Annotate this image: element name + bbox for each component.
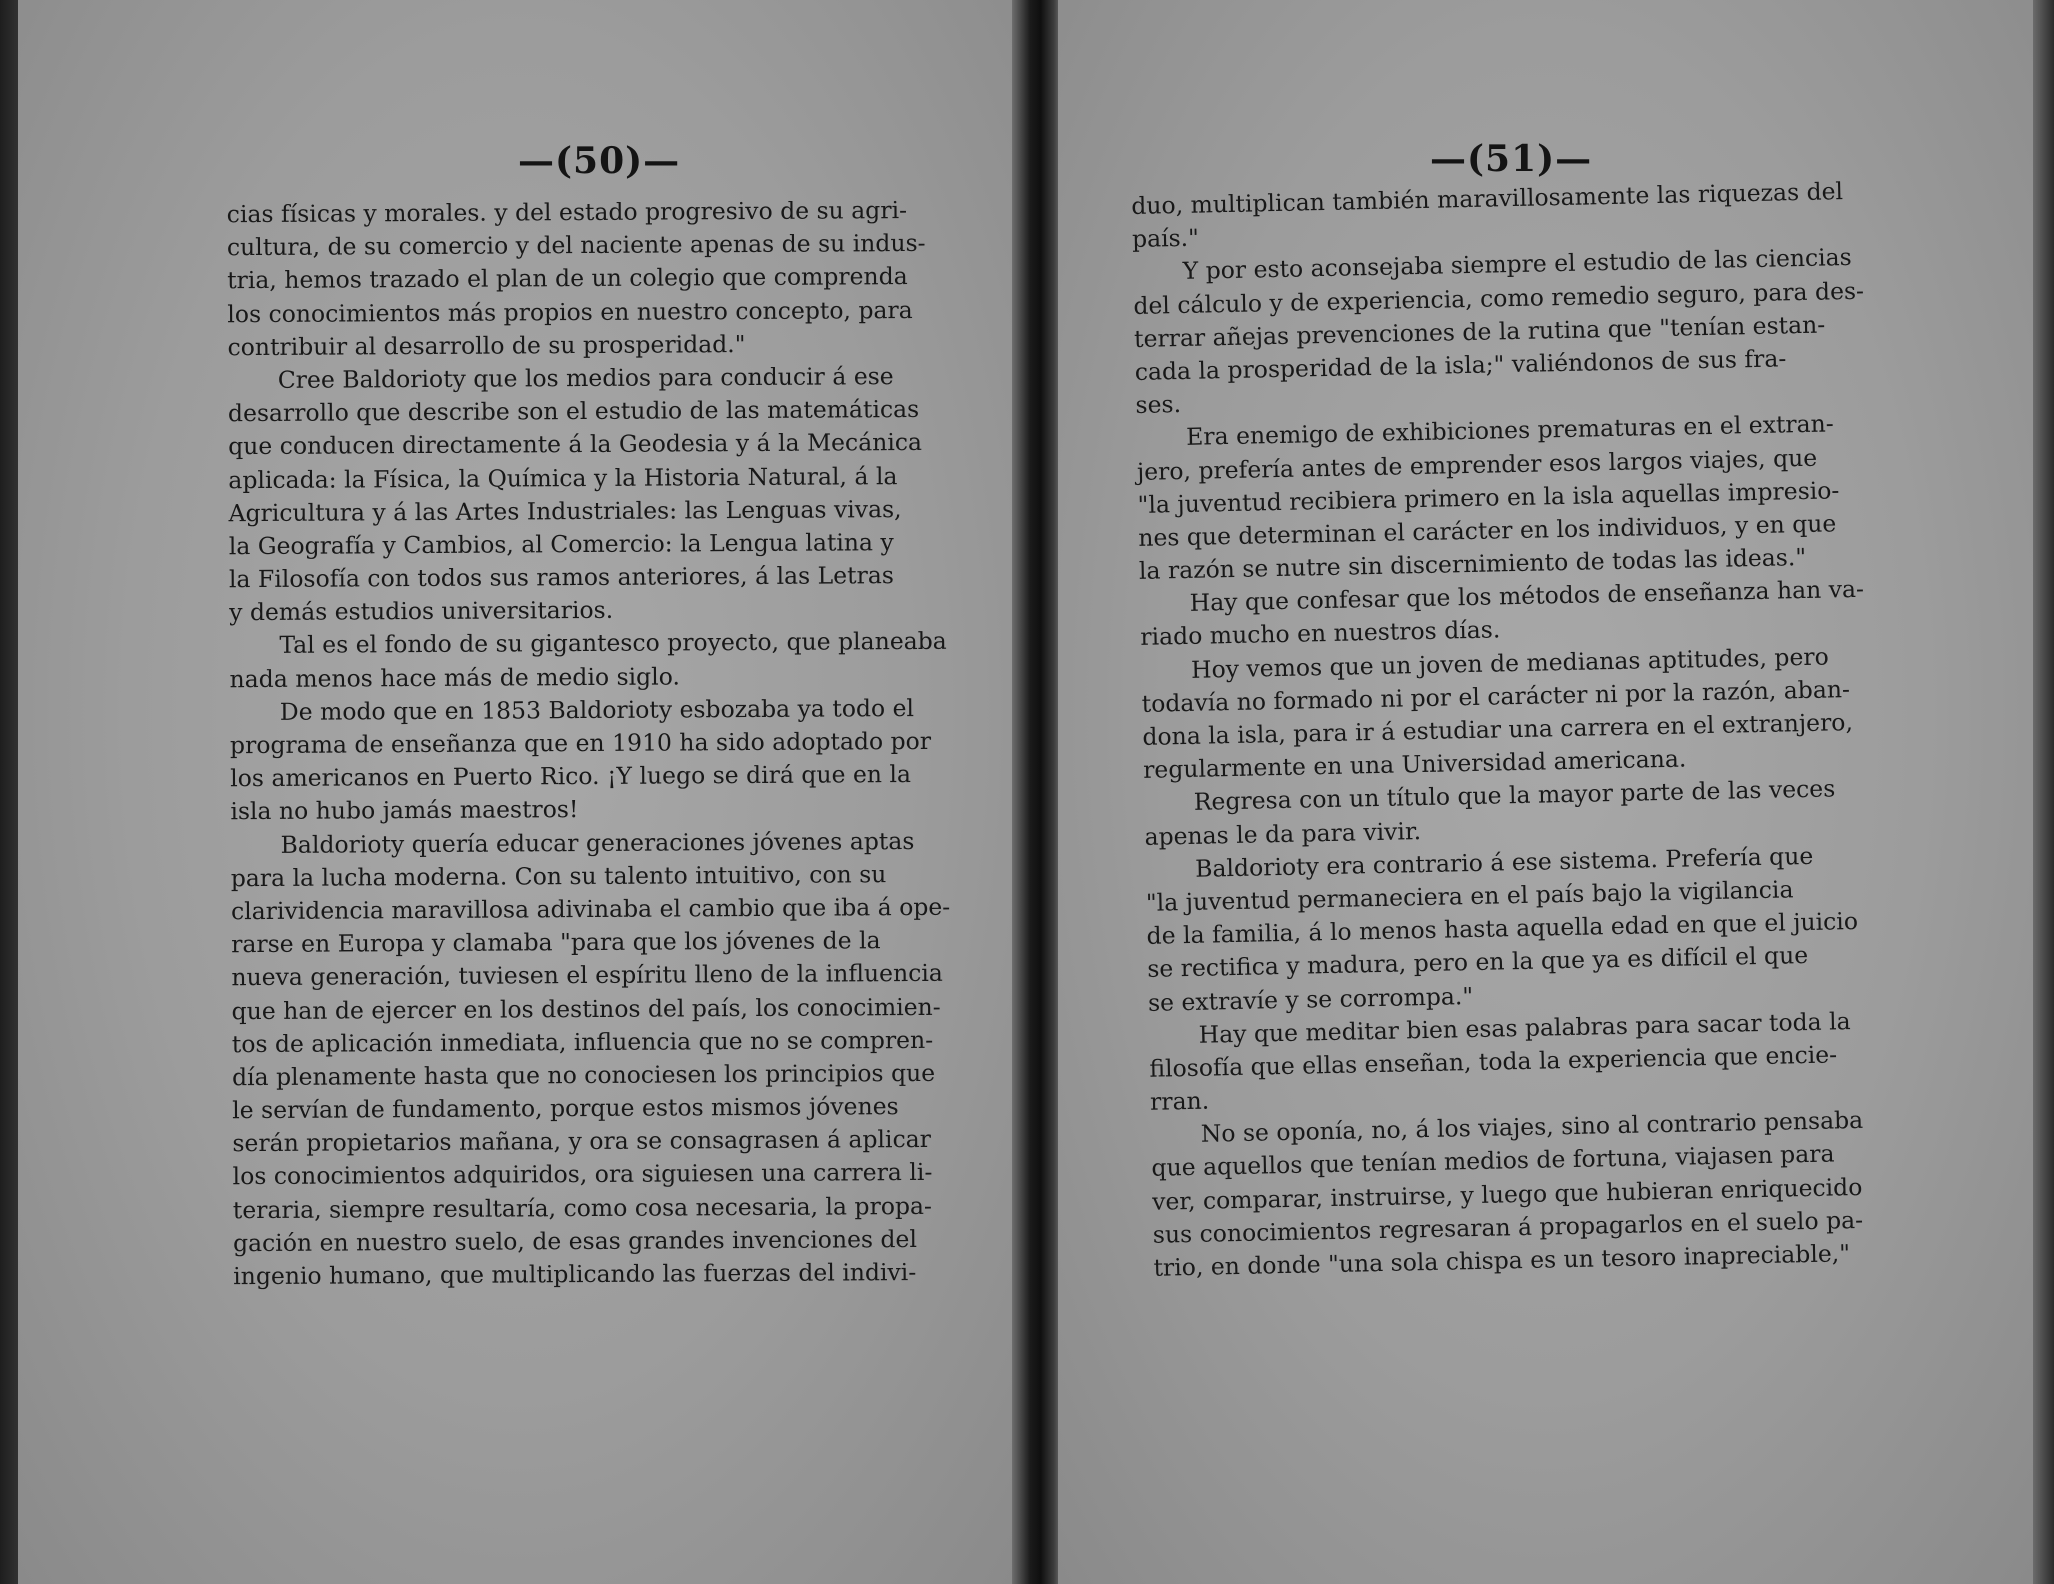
text-line: apenas le da para vivir. [1144,816,1422,851]
text-line: dona la isla, para ir á estudiar una carrera en el extranjero, [1142,708,1854,751]
text-line: contribuir al desarrollo de su prosperidad." [227,329,746,361]
text-line: Hoy vemos que un joven de medianas aptitudes, pero [1190,642,1830,684]
text-line: gación en nuestro suelo, de esas grandes invenciones del [232,1224,918,1257]
text-line: los conocimientos adquiridos, ora siguiesen una carrera li- [232,1158,933,1191]
text-line: cada la prosperidad de la isla;" valiéndonos de sus fra- [1134,344,1787,386]
text-line: que conducen directamente á la Geodesia y á la Mecánica [228,428,923,461]
text-line: De modo que en 1853 Baldorioty esbozaba ya todo el [279,693,915,726]
text-line: Baldorioty quería educar generaciones jóvenes aptas [280,826,915,859]
text-line: aplicada: la Física, la Química y la Historia Natural, á la [228,461,898,494]
text-line: trio, en donde "una sola chispa es un tesoro inapreciable," [1153,1239,1851,1282]
text-line: día plenamente hasta que no conociesen los principios que [231,1058,936,1092]
text-line: se rectifica y madura, pero en la que ya es difícil el que [1147,941,1809,984]
text-line: la Filosofía con todos sus ramos anteriores, á las Letras [228,561,894,594]
text-line: ver, comparar, instruirse, y luego que hubieran enriquecido [1151,1172,1863,1216]
text-line: Hay que meditar bien esas palabras para sacar toda la [1198,1006,1851,1049]
text-line: Agricultura y á las Artes Industriales: las Lenguas vivas, [228,494,902,527]
text-line: todavía no formado ni por el carácter ni por la razón, aban- [1141,674,1851,718]
text-line: que aquellos que tenían medios de fortuna, viajasen para [1151,1139,1835,1183]
text-line: se extravíe y se corrompa." [1147,981,1474,1017]
text-line: tos de aplicación inmediata, influencia que no se compren- [231,1025,934,1058]
text-line: para la lucha moderna. Con su talento intuitivo, con su [230,859,887,892]
text-line: "la juventud permaneciera en el país bajo la vigilancia [1145,875,1794,917]
text-line: Cree Baldorioty que los medios para conducir á ese [277,362,894,394]
text-line: Regresa con un título que la mayor parte de las veces [1193,774,1836,817]
text-line: nueva generación, tuviesen el espíritu lleno de la influencia [231,959,943,992]
text-line: tria, hemos trazado el plan de un colegio que comprenda [227,262,908,295]
text-line: la razón se nutre sin discernimiento de todas las ideas." [1138,543,1807,585]
text-line: le servían de fundamento, porque estos mismos jóvenes [232,1092,899,1125]
text-line: los conocimientos más propios en nuestro concepto, para [227,295,913,328]
text-line: los americanos en Puerto Rico. ¡Y luego se dirá que en la [230,760,912,793]
text-line: ses. [1135,390,1182,420]
text-line: teraria, siempre resultaría, como cosa necesaria, la propa- [232,1191,933,1224]
text-line: ingenio humano, que multiplicando las fuerzas del indivi- [233,1258,917,1291]
right-page [1058,0,2033,1584]
text-line: nes que determinan el carácter en los individuos, y en que [1137,509,1837,552]
text-line: Era enemigo de exhibiciones prematuras en el extran- [1185,409,1834,452]
text-line: duo, multiplican también maravillosamente las riquezas del [1131,177,1844,220]
text-line: Y por esto aconsejaba siempre el estudio de las ciencias [1182,243,1853,286]
page-number-left: —(50)— [518,140,681,182]
text-line: jero, prefería antes de emprender esos largos viajes, que [1136,443,1818,486]
text-line: rran. [1149,1086,1210,1116]
text-line: sus conocimientos regresaran á propagarlos en el suelo pa- [1152,1205,1864,1249]
text-line: Baldorioty era contrario á ese sistema. Prefería que [1194,841,1814,883]
text-line: clarividencia maravillosa adivinaba el cambio que iba á ope- [230,892,951,926]
page-number-right: —(51)— [1430,138,1593,180]
text-line: y demás estudios universitarios. [229,596,614,627]
text-line: "la juventud recibiera primero en la isla aquellas impresio- [1137,475,1840,519]
text-line: rarse en Europa y clamaba "para que los jóvenes de la [231,926,881,959]
left-page-text [227,194,953,1294]
text-line: riado mucho en nuestros días. [1140,615,1501,652]
left-page [18,0,1018,1584]
text-line: filosofía que ellas enseñan, toda la experiencia que encie- [1149,1040,1838,1083]
text-line: desarrollo que describe son el estudio de las matemáticas [227,395,920,428]
text-line: de la familia, á lo menos hasta aquella edad en que el juicio [1146,907,1859,950]
text-line: serán propietarios mañana, y ora se consagrasen á aplicar [232,1125,932,1158]
text-line: la Geografía y Cambios, al Comercio: la Lengua latina y [228,528,894,561]
text-line: terrar añejas prevenciones de la rutina que "tenían estan- [1133,310,1826,353]
text-line: país." [1131,223,1200,254]
text-line: que han de ejercer en los destinos del país, los conocimien- [231,992,941,1025]
text-line: No se oponía, no, á los viajes, sino al contrario pensaba [1200,1106,1864,1148]
book-gutter [1012,0,1064,1584]
text-line: nada menos hace más de medio siglo. [229,662,680,693]
text-line: regularmente en una Universidad americana. [1142,744,1687,785]
text-line: del cálculo y de experiencia, como remedio seguro, para des- [1133,276,1865,320]
text-line: programa de enseñanza que en 1910 ha sido adoptado por [229,726,932,760]
text-line: cultura, de su comercio y del naciente apenas de su indus- [226,229,926,262]
text-line: cias físicas y morales. y del estado progresivo de su agri- [226,196,908,229]
text-line: Tal es el fondo de su gigantesco proyecto, que planeaba [279,627,947,660]
text-line: Hay que confesar que los métodos de enseñanza han va- [1189,574,1865,618]
text-line: isla no hubo jamás maestros! [230,795,579,826]
right-page-text [1131,175,1884,1285]
